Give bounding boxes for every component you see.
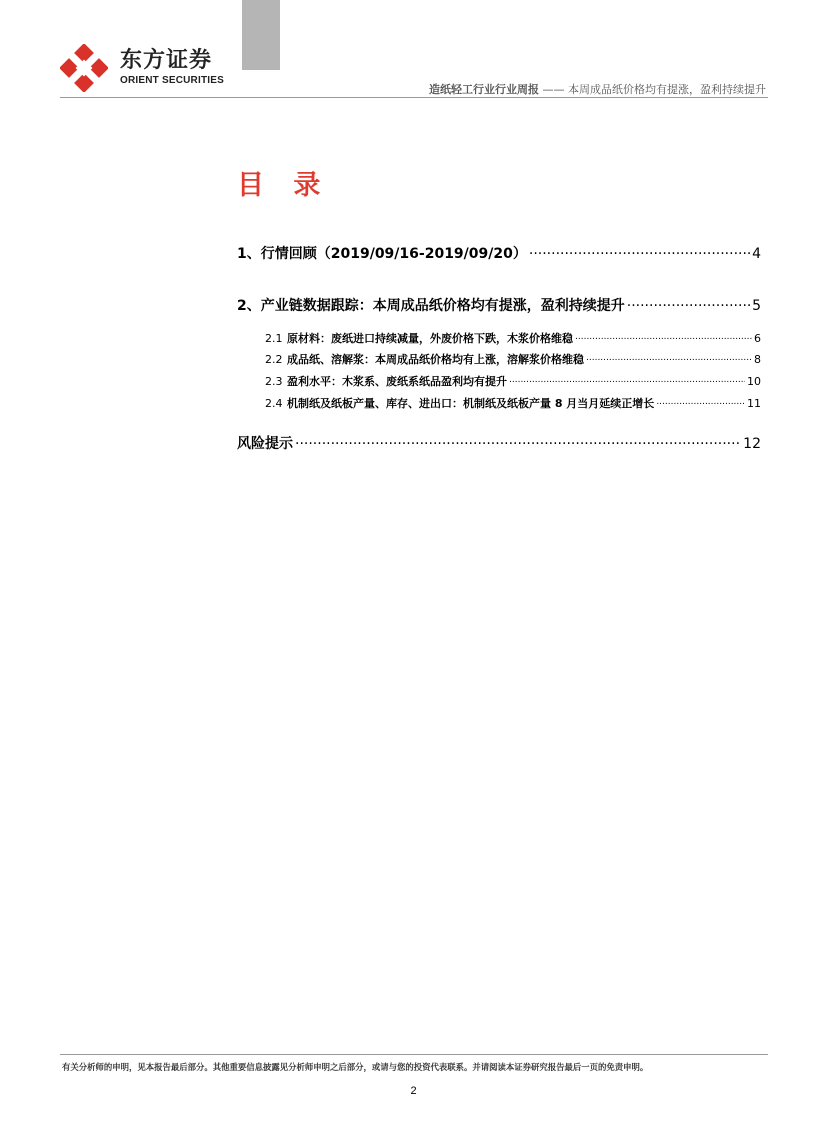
toc-subentry-page: 10 <box>747 375 761 388</box>
toc-entry-page: 12 <box>743 436 761 452</box>
toc-subentry-page: 8 <box>754 353 761 366</box>
toc-subentry-2-3[interactable] <box>265 373 761 389</box>
toc-leader-dots <box>656 396 745 407</box>
toc-subentry-label: 机制纸及纸板产量、库存、进出口：机制纸及纸板产量 8 月当月延续正增长 <box>287 397 655 410</box>
toc-leader-dots <box>509 374 745 385</box>
toc-subentry-2-2[interactable] <box>265 351 761 367</box>
toc-entry-2[interactable] <box>237 295 761 315</box>
toc-leader-dots <box>575 331 752 342</box>
toc-subentry-number: 2.1 <box>265 332 283 345</box>
toc-entry-label: 1、行情回顾（2019/09/16-2019/09/20） <box>237 246 527 262</box>
toc-subentry-page: 11 <box>747 397 761 410</box>
toc-entry-page: 4 <box>752 246 761 262</box>
report-header-title <box>429 81 766 97</box>
toc-entry-1[interactable] <box>237 243 761 263</box>
logo-english-name: ORIENT SECURITIES <box>120 75 224 86</box>
orient-logo-icon <box>60 44 108 92</box>
company-logo <box>60 44 240 94</box>
toc-subentry-2-1[interactable] <box>265 330 761 346</box>
page-number: 2 <box>410 1085 417 1097</box>
toc-entry-label: 2、产业链数据跟踪：本周成品纸价格均有提涨，盈利持续提升 <box>237 298 625 314</box>
toc-subentry-label: 成品纸、溶解浆：本周成品纸价格均有上涨，溶解浆价格维稳 <box>287 353 584 366</box>
toc-entry-label: 风险提示 <box>237 436 293 452</box>
toc-subentry-label: 原材料：废纸进口持续减量，外废价格下跌，木浆价格维稳 <box>287 332 573 345</box>
footer-disclaimer: 有关分析师的申明，见本报告最后部分。其他重要信息披露见分析师申明之后部分，或请与您的投资代表联系。并请阅读本证券研究报告最后一页的免责申明。 <box>62 1062 649 1072</box>
toc-leader-dots <box>586 352 752 363</box>
header-decor-band <box>242 0 280 70</box>
toc-heading: 目 录 <box>237 170 331 201</box>
toc-subentry-number: 2.3 <box>265 375 283 388</box>
toc-leader-dots <box>295 434 741 448</box>
toc-subentry-number: 2.4 <box>265 397 283 410</box>
footer-divider <box>60 1054 768 1055</box>
header-divider <box>60 97 768 98</box>
logo-chinese-name: 东方证券 <box>120 48 213 73</box>
toc-subentry-number: 2.2 <box>265 353 283 366</box>
report-category: 造纸轻工行业行业周报 <box>429 83 539 96</box>
toc-leader-dots <box>529 244 750 258</box>
report-subtitle: —— 本周成品纸价格均有提涨，盈利持续提升 <box>542 83 766 96</box>
toc-entry-risk[interactable] <box>237 433 761 453</box>
toc-subentry-2-4[interactable] <box>265 395 761 411</box>
toc-subentry-page: 6 <box>754 332 761 345</box>
toc-subentry-label: 盈利水平：木浆系、废纸系纸品盈利均有提升 <box>287 375 507 388</box>
toc-leader-dots <box>627 296 750 310</box>
toc-entry-page: 5 <box>752 298 761 314</box>
